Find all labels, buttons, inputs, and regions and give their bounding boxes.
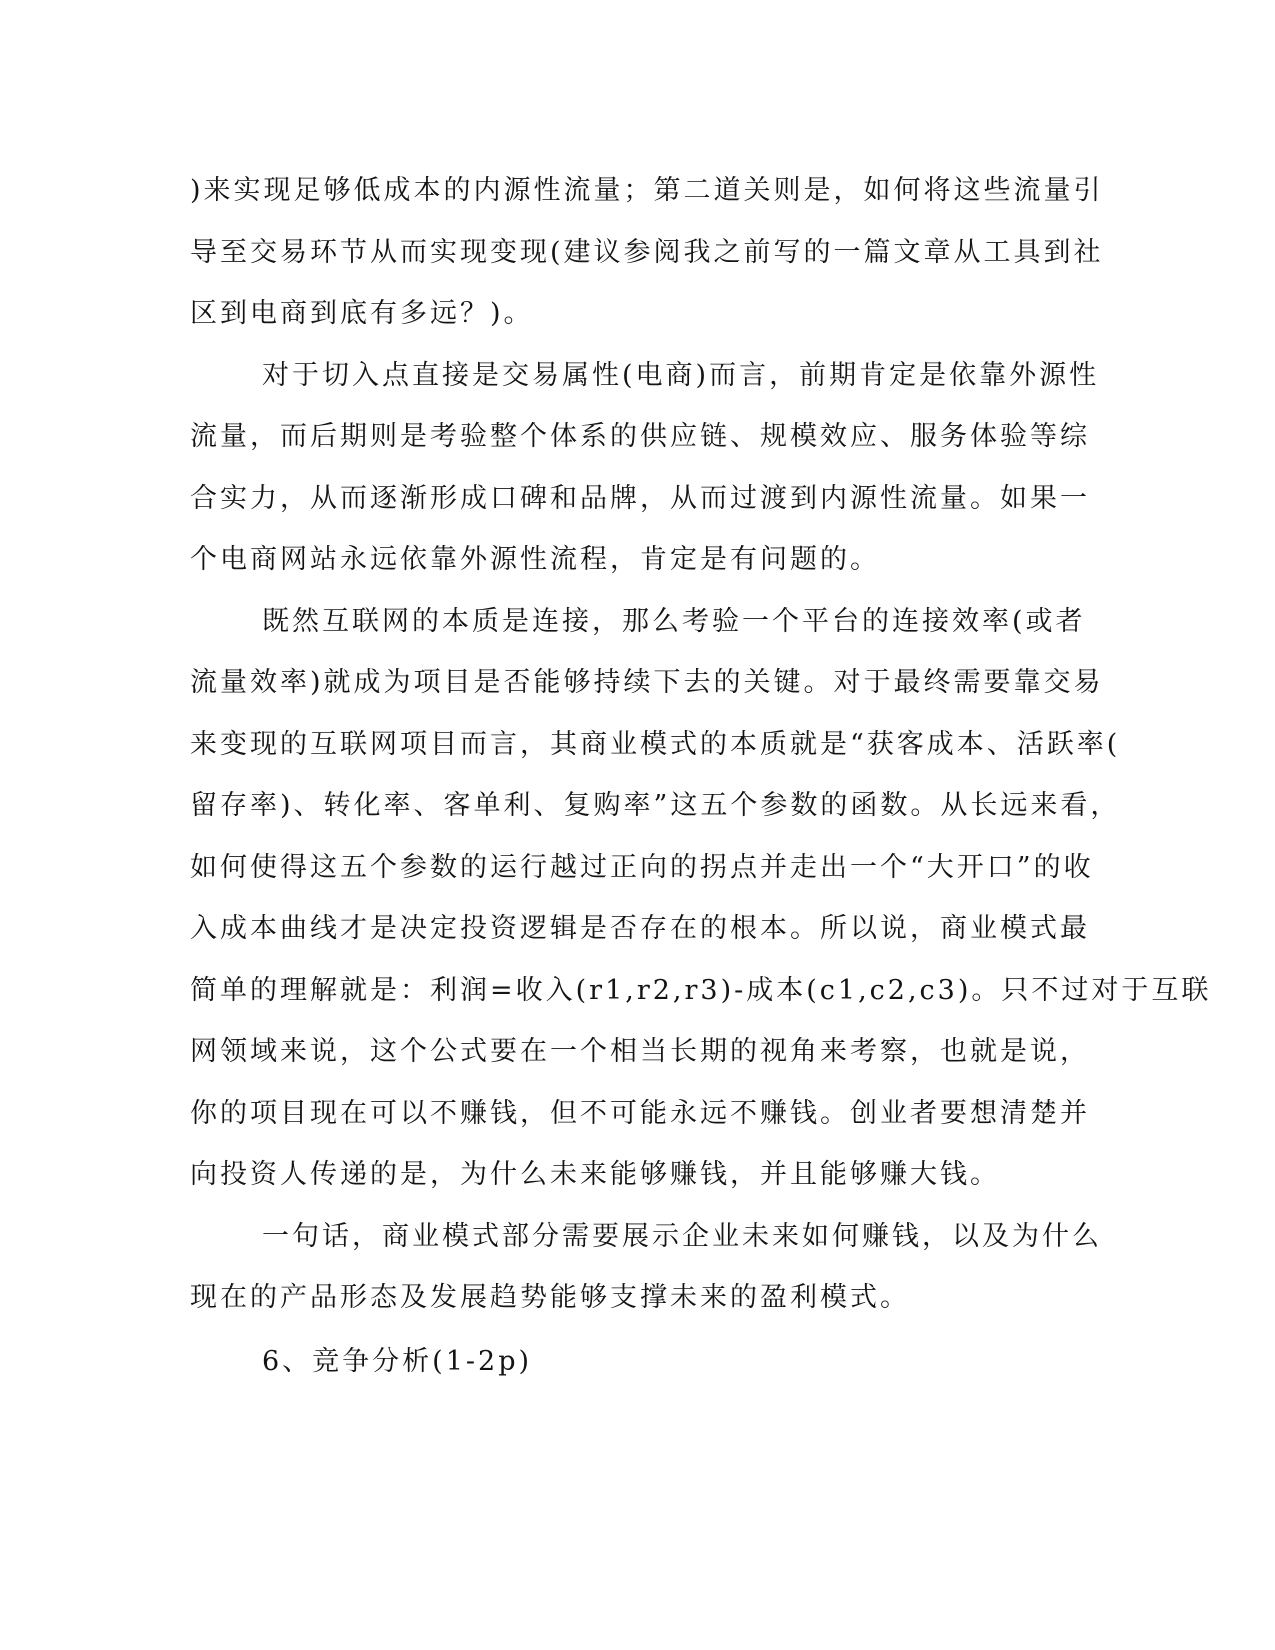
text-line-17: 向投资人传递的是，为什么未来能够赚钱，并且能够赚大钱。 — [190, 1159, 1000, 1190]
text-line-1: )来实现足够低成本的内源性流量；第二道关则是，如何将这些流量引 — [190, 175, 1104, 206]
text-line-15: 网领域来说，这个公式要在一个相当长期的视角来考察，也就是说， — [190, 1036, 1090, 1067]
text-line-12: 如何使得这五个参数的运行越过正向的拐点并走出一个“大开口”的收 — [190, 851, 1094, 883]
paragraph-start-line-4: 对于切入点直接是交易属性(电商)而言，前期肯定是依靠外源性 — [262, 359, 1100, 391]
text-line-2: 导至交易环节从而实现变现(建议参阅我之前写的一篇文章从工具到社 — [190, 236, 1104, 268]
text-line-9: 流量效率)就成为项目是否能够持续下去的关键。对于最终需要靠交易 — [190, 667, 1104, 698]
text-line-19: 现在的产品形态及发展趋势能够支撑未来的盈利模式。 — [190, 1282, 910, 1313]
paragraph-start-line-8: 既然互联网的本质是连接，那么考验一个平台的连接效率(或者 — [262, 605, 1086, 637]
text-line-5: 流量，而后期则是考验整个体系的供应链、规模效应、服务体验等综 — [190, 421, 1090, 452]
text-line-6: 合实力，从而逐渐形成口碑和品牌，从而过渡到内源性流量。如果一 — [190, 482, 1090, 514]
paragraph-start-line-18: 一句话，商业模式部分需要展示企业未来如何赚钱，以及为什么 — [262, 1220, 1102, 1252]
document-body — [190, 160, 1212, 1392]
section-heading: 6、竞争分析(1-2p) — [262, 1345, 533, 1377]
text-line-11: 留存率)、转化率、客单利、复购率”这五个参数的函数。从长远来看， — [190, 790, 1121, 821]
text-line-7: 个电商网站永远依靠外源性流程，肯定是有问题的。 — [190, 544, 880, 575]
text-line-3: 区到电商到底有多远？)。 — [190, 298, 534, 329]
text-line-10: 来变现的互联网项目而言，其商业模式的本质就是“获客成本、活跃率( — [190, 728, 1121, 760]
text-line-16: 你的项目现在可以不赚钱，但不可能永远不赚钱。创业者要想清楚并 — [190, 1097, 1090, 1129]
text-line-13: 入成本曲线才是决定投资逻辑是否存在的根本。所以说，商业模式最 — [190, 913, 1090, 944]
text-line-14: 简单的理解就是：利润=收入(r1,r2,r3)-成本(c1,c2,c3)。只不过对于互联 — [190, 974, 1212, 1006]
